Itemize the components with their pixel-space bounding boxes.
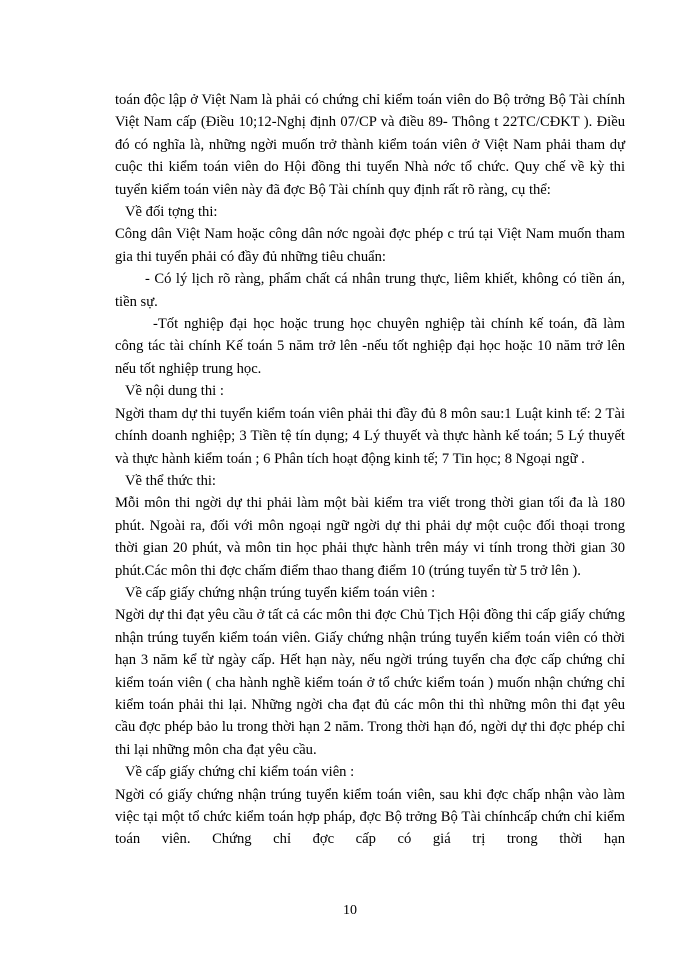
heading-subjects: Về đối tợng thi: [125, 204, 218, 221]
paragraph-auditor-certificate: Ngời có giấy chứng nhận trúng tuyển kiểm toán viên, sau khi đợc chấp nhận vào làm việc tại một tổ chức kiểm toán hợp pháp, đợc Bộ trởng Bộ Tài chínhcấp chứn chỉ kiểm toán viên. Chứng chỉ đợc cấp có giá trị trong thời hạn [115, 786, 625, 848]
paragraph-eligibility: Công dân Việt Nam hoặc công dân nớc ngoài đợc phép c trú tại Việt Nam muốn tham gia thi tuyển phải có đầy đủ những tiêu chuẩn: [115, 226, 625, 265]
heading-content: Về nội dung thi : [125, 383, 224, 400]
paragraph-subjects: Ngời tham dự thi tuyển kiểm toán viên phải thi đầy đủ 8 môn sau:1 Luật kinh tế: 2 Tài chính doanh nghiệp; 3 Tiền tệ tín dụng; 4 Lý thuyết và thực hành kế toán; 5 Lý thuyết và thực hành kiểm toán ; 6 Phân tích hoạt động kinh tế; 7 Tin học; 8 Ngoại ngữ . [115, 405, 625, 467]
heading-certificate-pass: Về cấp giấy chứng nhận trúng tuyển kiểm toán viên : [125, 584, 436, 601]
list-item-education: -Tốt nghiệp đại học hoặc trung học chuyên nghiệp tài chính kế toán, đã làm công tác tài chính Kế toán 5 năm trở lên -nếu tốt nghiệp đại học hoặc 10 năm trở lên nếu tốt nghiệp trung học. [115, 316, 625, 377]
heading-format: Về thể thức thi: [125, 472, 216, 489]
paragraph-intro: toán độc lập ở Việt Nam là phải có chứng chỉ kiểm toán viên do Bộ trởng Bộ Tài chính Việt Nam cấp (Điều 10;12-Nghị định 07/CP và điều 89- Thông t 22TC/CĐKT ). Điều đó có nghĩa là, những ngời muốn trở thành kiểm toán viên ở Việt Nam phải tham dự cuộc thi kiểm toán viên do Hội đồng thi tuyển Nhà nớc tổ chức. Quy chế về kỳ thi tuyển kiểm toán viên này đã đợc Bộ Tài chính quy định rất rõ ràng, cụ thể: [115, 92, 625, 198]
heading-auditor-certificate: Về cấp giấy chứng chỉ kiểm toán viên : [125, 764, 355, 781]
page-number: 10 [343, 903, 357, 918]
paragraph-format: Mỗi môn thi ngời dự thi phải làm một bài kiểm tra viết trong thời gian tối đa là 180 phút. Ngoài ra, đối với môn ngoại ngữ ngời dự thi phải dự một cuộc đối thoại trong thời gian 20 phút, và môn tin học phải thực hành trên máy vi tính trong thời gian 30 phút.Các môn thi đợc chấm điểm thao thang điểm 10 (trúng tuyển từ 5 trở lên ). [115, 495, 625, 579]
list-item-background: - Có lý lịch rõ ràng, phẩm chất cá nhân trung thực, liêm khiết, không có tiền án, tiền sự. [115, 271, 625, 310]
paragraph-certificate-pass: Ngời dự thi đạt yêu cầu ở tất cả các môn thi đợc Chủ Tịch Hội đồng thi cấp giấy chứng nhận trúng tuyển kiểm toán viên. Giấy chứng nhận trúng tuyển kiểm toán viên có thời hạn 3 năm kể từ ngày cấp. Hết hạn này, nếu ngời trúng tuyển cha đợc cấp chứng chỉ kiểm toán viên ( cha hành nghề kiểm toán ở tổ chức kiểm toán ) muốn nhận chứng chỉ kiểm toán phải thi lại. Những ngời cha đạt đủ các môn thi thì những môn thi đạt yêu cầu đợc phép bảo lu trong thời hạn 2 năm. Trong thời hạn đó, ngời dự thi đợc phép chỉ thi lại những môn cha đạt yêu cầu. [115, 607, 625, 758]
body-text [115, 89, 625, 851]
